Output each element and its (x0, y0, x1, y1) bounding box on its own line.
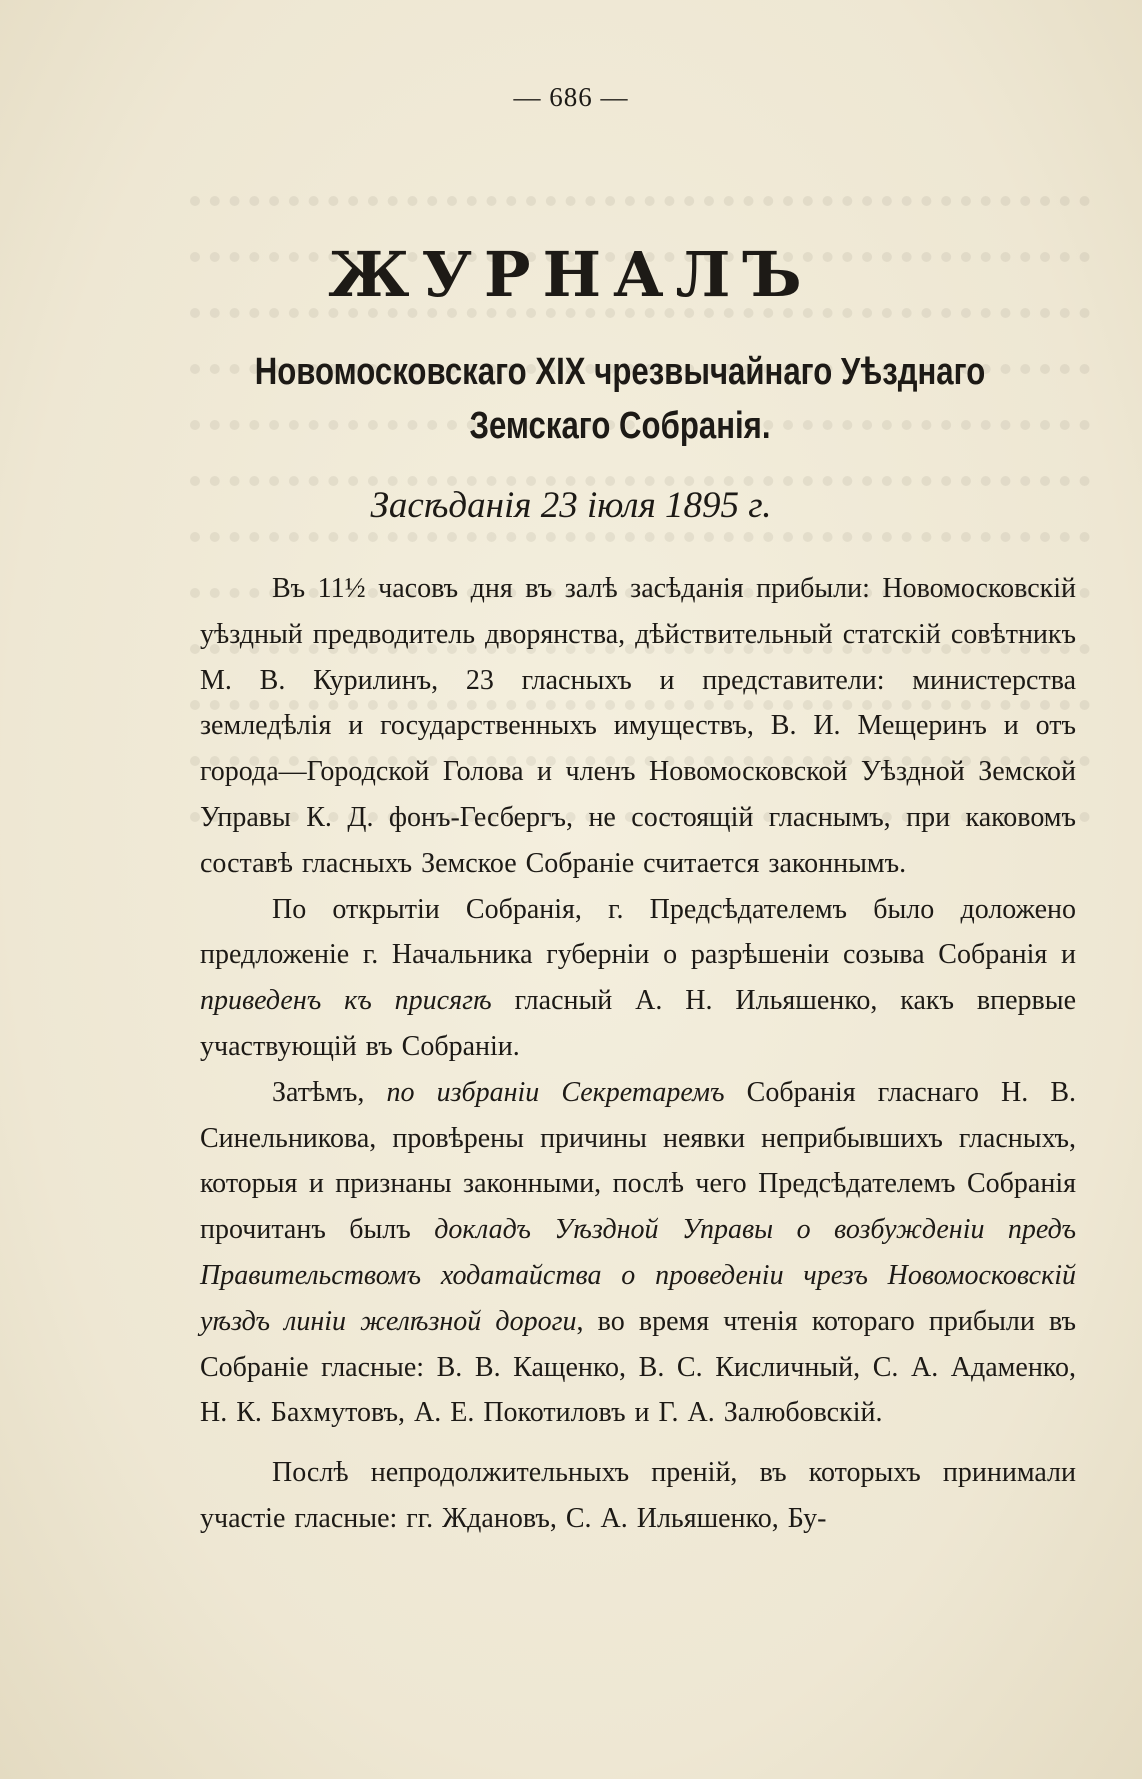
paragraph-2 (200, 887, 1076, 1070)
subtitle-line-2: Земскаго Собранія. (469, 405, 771, 447)
paragraph-4: Послѣ непродолжительныхъ преній, въ которыхъ принимали участіе гласные: гг. Ждановъ, С. А. Ильяшенко, Бу- (200, 1457, 1076, 1534)
paragraph-3-italic-2: докладъ Уѣздной Управы о возбужденіи предъ Правительствомъ ходатайства о проведеніи чрезъ Новомосковскій уѣздъ линіи желѣзной дороги (200, 1214, 1076, 1337)
paragraph-3-text-a: Затѣмъ, (272, 1076, 387, 1108)
body-text (200, 566, 1076, 1542)
page-number: — 686 — (513, 82, 629, 112)
session-date: Засѣданія 23 іюля 1895 г. (370, 485, 772, 526)
paragraph-3-text-b: Собранія гласнаго Н. В. Синельникова, провѣрены причины неявки неприбывшихъ гласныхъ, которыя и признаны законными, послѣ чего Предсѣдателемъ Собранія прочитанъ былъ (200, 1076, 1076, 1246)
paragraph-1: Въ 11½ часовъ дня въ залѣ засѣданія прибыли: Новомосковскій уѣздный предводитель дворянства, дѣйствительный статскій совѣтникъ М. В. Курилинъ, 23 гласныхъ и представители: министерства земледѣлія и государственныхъ имуществъ, В. И. Мещеринъ и отъ города—Городской Голова и членъ Новомосковской Уѣздной Земской Управы К. Д. фонъ-Гесбергъ, не состоящій гласнымъ, при каковомъ составѣ гласныхъ Земское Собраніе считается законнымъ. (200, 573, 1076, 879)
paragraph-3 (200, 1070, 1076, 1436)
journal-title: ЖУРНАЛЪ (328, 238, 814, 311)
paragraph-2-italic: приведенъ къ присягѣ (200, 985, 492, 1017)
assembly-subtitle (243, 345, 997, 453)
paragraph-3-text-c: , во время чтенія котораго прибыли въ Собраніе гласные: В. В. Кащенко, В. С. Кисличный, С. А. Адаменко, Н. К. Бахмутовъ, А. Е. Покотиловъ и Г. А. Залюбовскій. (200, 1305, 1077, 1429)
paragraph-2-text-b: гласный А. Н. Ильяшенко, какъ впервые участвующій въ Собраніи. (200, 985, 1076, 1062)
paragraph-2-text-a: По открытіи Собранія, г. Предсѣдателемъ было доложено предложеніе г. Начальника губерніи о разрѣшеніи созыва Собранія и (200, 893, 1076, 971)
subtitle-line-1: Новомосковскаго XIX чрезвычайнаго Уѣзднаго (254, 351, 986, 393)
paragraph-3-italic-1: по избраніи Секретаремъ (386, 1076, 725, 1108)
